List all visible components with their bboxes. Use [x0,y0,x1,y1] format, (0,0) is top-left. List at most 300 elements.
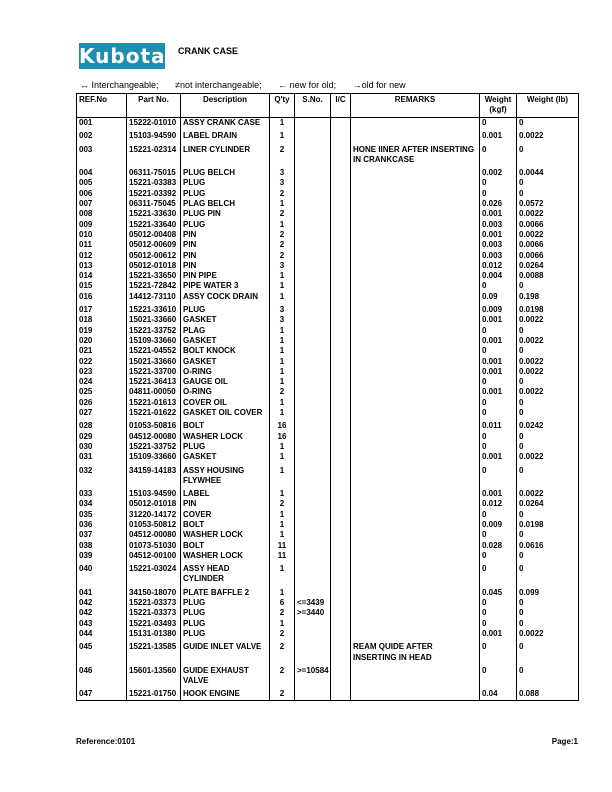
cell-weight-lb: 0 [517,608,579,618]
cell-weight-kgf: 0.009 [480,302,517,315]
cell-remarks [351,619,480,629]
cell-qty: 1 [270,452,295,462]
cell-ref-no: 022 [77,357,127,367]
cell-ref-no: 046 [77,663,127,687]
cell-description: GASKET [181,452,270,462]
cell-weight-lb: 0 [517,142,579,166]
cell-description: PLAG BELCH [181,199,270,209]
cell-weight-lb: 0.0198 [517,302,579,315]
table-row [77,551,579,561]
cell-weight-kgf: 0.001 [480,367,517,377]
cell-ref-no: 010 [77,230,127,240]
table-row [77,302,579,315]
cell-description: PLUG [181,442,270,452]
cell-serial-no [295,326,331,336]
cell-ref-no: 006 [77,189,127,199]
cell-part-no: 15221-04552 [127,346,181,356]
cell-ref-no: 014 [77,271,127,281]
cell-weight-lb: 0.0088 [517,271,579,281]
cell-ic [331,510,351,520]
cell-description: HOOK ENGINE [181,686,270,700]
cell-serial-no [295,189,331,199]
cell-part-no: 15221-36413 [127,377,181,387]
legend-old-for-new: →old for new [352,80,406,90]
cell-weight-kgf: 0 [480,142,517,166]
cell-ic [331,251,351,261]
cell-ref-no: 031 [77,452,127,462]
cell-serial-no [295,561,331,585]
cell-ref-no: 041 [77,585,127,598]
cell-ref-no: 040 [77,561,127,585]
cell-description: PIN [181,240,270,250]
cell-remarks [351,551,480,561]
cell-weight-lb: 0.0066 [517,251,579,261]
cell-remarks [351,418,480,431]
cell-description: GAUGE OIL [181,377,270,387]
table-row [77,510,579,520]
cell-description: PLUG [181,598,270,608]
cell-description: GASKET [181,357,270,367]
cell-ic [331,408,351,418]
cell-description: PLUG PIN [181,209,270,219]
cell-ic [331,142,351,166]
cell-weight-lb: 0.198 [517,292,579,302]
cell-weight-kgf: 0.001 [480,486,517,499]
cell-ic [331,585,351,598]
cell-weight-kgf: 0 [480,608,517,618]
cell-description: LINER CYLINDER [181,142,270,166]
cell-ref-no: 009 [77,220,127,230]
cell-description: PLUG BELCH [181,165,270,178]
cell-weight-kgf: 0.001 [480,629,517,639]
cell-ic [331,302,351,315]
cell-ref-no: 003 [77,142,127,166]
cell-qty: 1 [270,398,295,408]
cell-remarks [351,199,480,209]
cell-ic [331,463,351,487]
cell-weight-kgf: 0 [480,442,517,452]
cell-qty: 1 [270,520,295,530]
cell-ref-no: 036 [77,520,127,530]
cell-ic [331,629,351,639]
cell-serial-no [295,178,331,188]
cell-qty: 1 [270,326,295,336]
table-row [77,281,579,291]
cell-part-no: 05012-01018 [127,499,181,509]
cell-ic [331,271,351,281]
cell-qty: 16 [270,432,295,442]
cell-weight-lb: 0 [517,408,579,418]
legend-interchangeable: ↔ Interchangeable; [80,80,159,90]
cell-ic [331,357,351,367]
cell-serial-no [295,142,331,166]
cell-ic [331,541,351,551]
cell-part-no: 04512-00080 [127,432,181,442]
table-row [77,442,579,452]
cell-part-no: 15221-33650 [127,271,181,281]
cell-remarks [351,452,480,462]
cell-serial-no [295,377,331,387]
table-row [77,189,579,199]
cell-description: PIPE WATER 3 [181,281,270,291]
cell-qty: 1 [270,128,295,141]
cell-serial-no [295,261,331,271]
cell-qty: 16 [270,418,295,431]
cell-ref-no: 024 [77,377,127,387]
cell-ic [331,663,351,687]
cell-weight-kgf: 0.001 [480,230,517,240]
cell-weight-kgf: 0.003 [480,251,517,261]
legend-not-interchangeable: ≠not interchangeable; [175,80,262,90]
cell-ic [331,561,351,585]
cell-qty: 1 [270,281,295,291]
cell-weight-kgf: 0.045 [480,585,517,598]
cell-qty: 1 [270,619,295,629]
cell-part-no: 15221-03383 [127,178,181,188]
cell-weight-kgf: 0 [480,178,517,188]
cell-serial-no [295,220,331,230]
cell-qty: 2 [270,499,295,509]
cell-ref-no: 001 [77,118,127,129]
cell-weight-kgf: 0.001 [480,128,517,141]
cell-part-no: 15221-33610 [127,302,181,315]
cell-remarks [351,629,480,639]
cell-qty: 2 [270,209,295,219]
table-row [77,541,579,551]
cell-description: PLUG [181,220,270,230]
cell-weight-kgf: 0 [480,281,517,291]
col-qty: Q'ty [270,94,295,118]
table-row [77,686,579,700]
cell-weight-kgf: 0 [480,551,517,561]
cell-weight-lb: 0 [517,326,579,336]
cell-ic [331,315,351,325]
table-row [77,619,579,629]
cell-serial-no [295,639,331,663]
cell-serial-no [295,418,331,431]
table-row [77,357,579,367]
cell-weight-lb: 0 [517,598,579,608]
table-header-row [77,94,579,118]
cell-weight-kgf: 0.09 [480,292,517,302]
cell-ref-no: 020 [77,336,127,346]
cell-weight-lb: 0.0264 [517,261,579,271]
cell-ic [331,292,351,302]
cell-description: GASKET [181,315,270,325]
cell-weight-lb: 0.0616 [517,541,579,551]
cell-weight-lb: 0 [517,619,579,629]
cell-part-no: 01053-50812 [127,520,181,530]
cell-qty: 1 [270,585,295,598]
cell-serial-no [295,357,331,367]
cell-weight-lb: 0 [517,398,579,408]
cell-weight-lb: 0 [517,663,579,687]
cell-serial-no [295,442,331,452]
cell-remarks [351,230,480,240]
cell-qty: 2 [270,142,295,166]
cell-remarks [351,463,480,487]
cell-ref-no: 034 [77,499,127,509]
cell-serial-no: >=10584 [295,663,331,687]
cell-qty: 3 [270,315,295,325]
cell-ic [331,639,351,663]
cell-qty: 1 [270,463,295,487]
cell-serial-no: <=3439 [295,598,331,608]
col-ic: I/C [331,94,351,118]
table-row [77,251,579,261]
cell-part-no: 31220-14172 [127,510,181,520]
cell-description: PLUG [181,178,270,188]
cell-part-no: 15221-33640 [127,220,181,230]
table-row [77,240,579,250]
cell-serial-no [295,432,331,442]
cell-weight-lb: 0 [517,530,579,540]
table-row [77,315,579,325]
cell-weight-lb: 0 [517,189,579,199]
cell-weight-lb: 0.099 [517,585,579,598]
logo-text: Kubota [79,44,166,68]
cell-weight-lb: 0 [517,432,579,442]
cell-qty: 1 [270,220,295,230]
cell-serial-no [295,686,331,700]
cell-weight-lb: 0.0022 [517,486,579,499]
cell-ref-no: 002 [77,128,127,141]
cell-ic [331,598,351,608]
cell-remarks [351,315,480,325]
table-row [77,486,579,499]
cell-remarks [351,561,480,585]
cell-remarks [351,209,480,219]
cell-remarks [351,292,480,302]
cell-part-no: 04512-00080 [127,530,181,540]
cell-qty: 2 [270,230,295,240]
cell-weight-lb: 0 [517,639,579,663]
cell-description: PIN [181,499,270,509]
cell-ref-no: 017 [77,302,127,315]
cell-serial-no [295,486,331,499]
cell-remarks [351,220,480,230]
cell-weight-kgf: 0 [480,530,517,540]
cell-serial-no [295,387,331,397]
cell-description: O-RING [181,387,270,397]
table-row [77,377,579,387]
cell-ref-no: 019 [77,326,127,336]
cell-remarks [351,118,480,129]
cell-ic [331,220,351,230]
cell-ref-no: 013 [77,261,127,271]
cell-remarks [351,336,480,346]
cell-serial-no [295,302,331,315]
cell-ic [331,551,351,561]
cell-ref-no: 005 [77,178,127,188]
cell-part-no: 15109-33660 [127,336,181,346]
cell-part-no: 15221-01750 [127,686,181,700]
cell-serial-no [295,619,331,629]
cell-description: COVER OIL [181,398,270,408]
cell-description: WASHER LOCK [181,432,270,442]
table-row [77,261,579,271]
table-row [77,292,579,302]
table-row [77,165,579,178]
cell-part-no: 15221-03373 [127,608,181,618]
table-row [77,663,579,687]
cell-part-no: 15221-03493 [127,619,181,629]
cell-weight-kgf: 0.001 [480,452,517,462]
cell-remarks [351,367,480,377]
cell-ic [331,326,351,336]
cell-serial-no [295,629,331,639]
cell-ref-no: 007 [77,199,127,209]
cell-ic [331,520,351,530]
cell-weight-lb: 0 [517,510,579,520]
cell-ic [331,199,351,209]
cell-part-no: 15021-33660 [127,357,181,367]
cell-weight-kgf: 0.001 [480,209,517,219]
cell-qty: 2 [270,387,295,397]
cell-part-no: 15103-94590 [127,486,181,499]
cell-qty: 1 [270,336,295,346]
cell-weight-lb: 0.0022 [517,128,579,141]
cell-qty: 1 [270,199,295,209]
cell-ref-no: 039 [77,551,127,561]
cell-qty: 3 [270,302,295,315]
table-row [77,408,579,418]
cell-description: WASHER LOCK [181,530,270,540]
cell-ref-no: 004 [77,165,127,178]
cell-ref-no: 012 [77,251,127,261]
cell-weight-lb: 0.0022 [517,629,579,639]
cell-ref-no: 042 [77,608,127,618]
cell-weight-lb: 0.088 [517,686,579,700]
cell-qty: 3 [270,261,295,271]
cell-part-no: 15221-33630 [127,209,181,219]
cell-description: LABEL DRAIN [181,128,270,141]
cell-serial-no [295,530,331,540]
cell-ref-no: 042 [77,598,127,608]
table-row [77,271,579,281]
cell-serial-no [295,336,331,346]
table-row [77,452,579,462]
cell-weight-kgf: 0 [480,598,517,608]
cell-qty: 2 [270,663,295,687]
cell-part-no: 15221-33700 [127,367,181,377]
cell-part-no: 05012-00609 [127,240,181,250]
cell-remarks [351,598,480,608]
cell-ref-no: 035 [77,510,127,520]
cell-serial-no [295,367,331,377]
col-serial-no: S.No. [295,94,331,118]
cell-serial-no [295,209,331,219]
cell-qty: 1 [270,561,295,585]
cell-remarks [351,686,480,700]
cell-part-no: 01073-51030 [127,541,181,551]
cell-description: PIN [181,261,270,271]
cell-remarks [351,486,480,499]
cell-ic [331,178,351,188]
cell-description: GASKET OIL COVER [181,408,270,418]
cell-weight-lb: 0.0242 [517,418,579,431]
cell-remarks [351,442,480,452]
legend-new-for-old: ← new for old; [278,80,337,90]
cell-description: BOLT [181,418,270,431]
cell-weight-lb: 0 [517,118,579,129]
cell-remarks [351,281,480,291]
cell-weight-lb: 0 [517,551,579,561]
cell-ic [331,189,351,199]
cell-weight-lb: 0.0044 [517,165,579,178]
cell-ic [331,398,351,408]
cell-remarks [351,357,480,367]
cell-weight-kgf: 0.04 [480,686,517,700]
cell-ic [331,209,351,219]
cell-serial-no [295,499,331,509]
cell-ic [331,418,351,431]
cell-remarks [351,189,480,199]
cell-remarks [351,398,480,408]
cell-remarks [351,377,480,387]
page-number: Page:1 [551,737,578,746]
cell-part-no: 15109-33660 [127,452,181,462]
cell-qty: 2 [270,189,295,199]
table-row [77,230,579,240]
cell-weight-lb: 0.0022 [517,367,579,377]
cell-remarks [351,271,480,281]
cell-serial-no [295,251,331,261]
cell-ref-no: 011 [77,240,127,250]
cell-serial-no [295,585,331,598]
cell-weight-lb: 0.0198 [517,520,579,530]
cell-remarks [351,261,480,271]
cell-part-no: 15221-03024 [127,561,181,585]
cell-part-no: 15221-13585 [127,639,181,663]
cell-serial-no [295,128,331,141]
cell-ref-no: 015 [77,281,127,291]
table-row [77,199,579,209]
cell-remarks [351,346,480,356]
cell-remarks [351,510,480,520]
cell-ref-no: 026 [77,398,127,408]
cell-part-no: 34150-18070 [127,585,181,598]
table-row [77,220,579,230]
cell-ic [331,432,351,442]
cell-ref-no: 032 [77,463,127,487]
cell-serial-no [295,541,331,551]
table-row [77,608,579,618]
cell-part-no: 15221-03392 [127,189,181,199]
cell-weight-kgf: 0 [480,118,517,129]
cell-description: GUIDE EXHAUST VALVE [181,663,270,687]
cell-serial-no [295,271,331,281]
cell-ic [331,336,351,346]
cell-part-no: 15221-03373 [127,598,181,608]
cell-qty: 2 [270,639,295,663]
cell-ref-no: 018 [77,315,127,325]
cell-ic [331,261,351,271]
cell-serial-no [295,346,331,356]
cell-qty: 1 [270,292,295,302]
cell-remarks [351,128,480,141]
cell-weight-kgf: 0 [480,619,517,629]
cell-weight-lb: 0.0022 [517,230,579,240]
cell-description: ASSY COCK DRAIN [181,292,270,302]
cell-weight-kgf: 0 [480,561,517,585]
cell-ref-no: 043 [77,619,127,629]
cell-ref-no: 023 [77,367,127,377]
cell-ic [331,118,351,129]
reference-label: Reference:0101 [76,737,136,746]
cell-ref-no: 025 [77,387,127,397]
table-row [77,530,579,540]
